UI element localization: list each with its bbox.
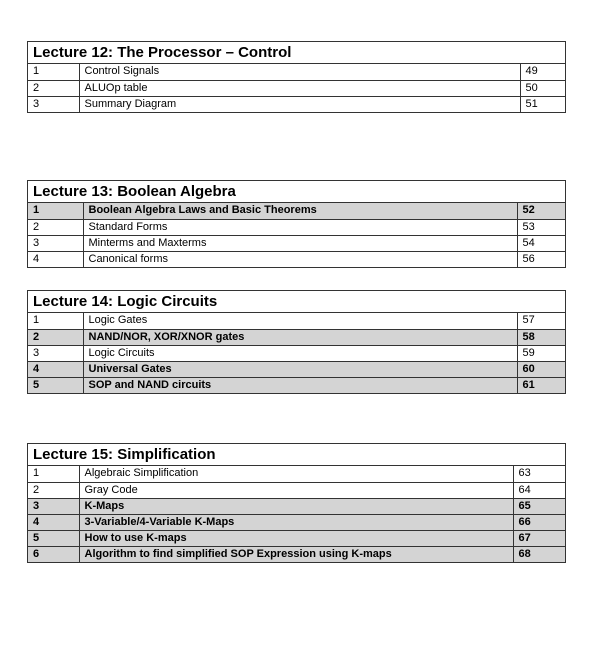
row-number: 2: [28, 219, 83, 235]
row-number: 2: [28, 482, 79, 498]
table-row: [28, 498, 565, 514]
page-number: 59: [517, 345, 565, 361]
page-number: 66: [513, 514, 565, 530]
page-number: 54: [517, 235, 565, 251]
table-row: [28, 514, 565, 530]
page-number: 64: [513, 482, 565, 498]
page-number: 56: [517, 251, 565, 267]
lecture-title: Lecture 14: Logic Circuits: [28, 291, 565, 313]
page-number: 51: [520, 96, 565, 112]
table-row: [28, 219, 565, 235]
row-number: 4: [28, 514, 79, 530]
table-row: [28, 203, 565, 219]
row-number: 1: [28, 313, 83, 329]
topic-title: 3-Variable/4-Variable K-Maps: [79, 514, 513, 530]
row-number: 1: [28, 203, 83, 219]
page-number: 61: [517, 377, 565, 393]
page-number: 65: [513, 498, 565, 514]
table-row: [28, 482, 565, 498]
table-row: [28, 345, 565, 361]
lecture-title: Lecture 15: Simplification: [28, 444, 565, 466]
page-number: 52: [517, 203, 565, 219]
topic-title: Boolean Algebra Laws and Basic Theorems: [83, 203, 517, 219]
row-number: 4: [28, 251, 83, 267]
topic-title: Minterms and Maxterms: [83, 235, 517, 251]
topic-title: SOP and NAND circuits: [83, 377, 517, 393]
topic-title: Algorithm to find simplified SOP Expression using K-maps: [79, 546, 513, 562]
topic-title: ALUOp table: [79, 80, 520, 96]
table-row: [28, 377, 565, 393]
lecture-section: [27, 180, 566, 268]
table-row: [28, 546, 565, 562]
row-number: 4: [28, 361, 83, 377]
row-number: 3: [28, 345, 83, 361]
row-number: 1: [28, 466, 79, 482]
topics-table: [28, 203, 565, 267]
table-row: [28, 329, 565, 345]
table-row: [28, 530, 565, 546]
lecture-title: Lecture 13: Boolean Algebra: [28, 181, 565, 203]
row-number: 3: [28, 235, 83, 251]
page-number: 63: [513, 466, 565, 482]
table-row: [28, 96, 565, 112]
topic-title: Logic Circuits: [83, 345, 517, 361]
topic-title: Logic Gates: [83, 313, 517, 329]
topic-title: How to use K-maps: [79, 530, 513, 546]
row-number: 2: [28, 329, 83, 345]
topic-title: K-Maps: [79, 498, 513, 514]
topics-table: [28, 313, 565, 393]
table-row: [28, 80, 565, 96]
page-number: 49: [520, 64, 565, 80]
topics-table: [28, 466, 565, 562]
topic-title: Gray Code: [79, 482, 513, 498]
topic-title: Control Signals: [79, 64, 520, 80]
table-row: [28, 313, 565, 329]
row-number: 5: [28, 530, 79, 546]
table-row: [28, 361, 565, 377]
row-number: 3: [28, 498, 79, 514]
lecture-section: [27, 290, 566, 394]
topic-title: Summary Diagram: [79, 96, 520, 112]
lecture-title: Lecture 12: The Processor – Control: [28, 42, 565, 64]
topic-title: NAND/NOR, XOR/XNOR gates: [83, 329, 517, 345]
topic-title: Algebraic Simplification: [79, 466, 513, 482]
topics-table: [28, 64, 565, 112]
page-number: 50: [520, 80, 565, 96]
table-row: [28, 64, 565, 80]
table-row: [28, 251, 565, 267]
row-number: 1: [28, 64, 79, 80]
page-number: 60: [517, 361, 565, 377]
topic-title: Canonical forms: [83, 251, 517, 267]
page-number: 68: [513, 546, 565, 562]
row-number: 3: [28, 96, 79, 112]
lecture-section: [27, 41, 566, 113]
page-number: 53: [517, 219, 565, 235]
row-number: 5: [28, 377, 83, 393]
row-number: 6: [28, 546, 79, 562]
row-number: 2: [28, 80, 79, 96]
page-number: 58: [517, 329, 565, 345]
table-row: [28, 235, 565, 251]
page-number: 57: [517, 313, 565, 329]
topic-title: Standard Forms: [83, 219, 517, 235]
topic-title: Universal Gates: [83, 361, 517, 377]
page-number: 67: [513, 530, 565, 546]
table-row: [28, 466, 565, 482]
lecture-section: [27, 443, 566, 563]
